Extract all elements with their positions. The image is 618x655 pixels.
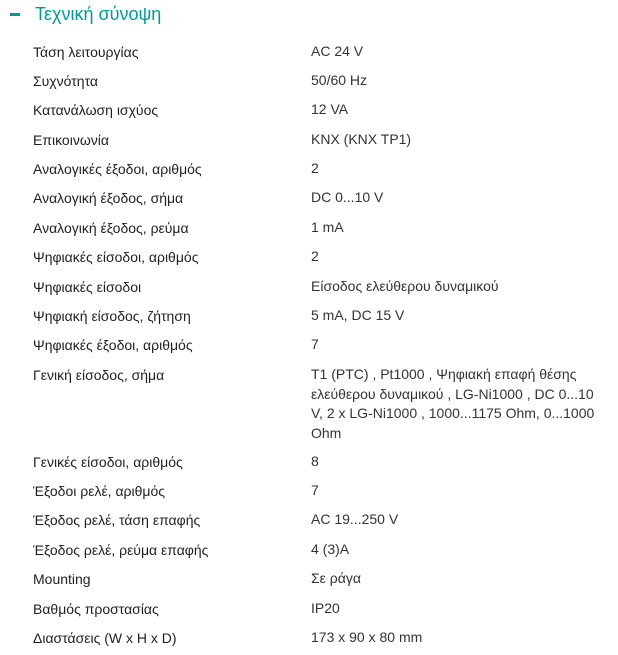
spec-label: Επικοινωνία: [33, 132, 109, 148]
spec-value: 50/60 Hz: [311, 72, 368, 88]
section-title: Τεχνική σύνοψη: [35, 4, 162, 24]
spec-value: 7: [311, 482, 319, 498]
spec-label: Συχνότητα: [33, 73, 98, 89]
spec-label: Κατανάλωση ισχύος: [33, 102, 159, 118]
spec-label: Αναλογική έξοδος, ρεύμα: [33, 220, 189, 236]
spec-value: Είσοδος ελεύθερου δυναμικού: [311, 278, 499, 294]
collapse-minus-icon[interactable]: [10, 13, 20, 16]
spec-value: AC 19...250 V: [311, 511, 399, 527]
spec-value: 8: [311, 453, 319, 469]
spec-value: 4 (3)A: [311, 541, 350, 557]
spec-value: Σε ράγα: [311, 570, 361, 586]
spec-value: 1 mA: [311, 219, 344, 235]
section-header[interactable]: [0, 0, 618, 32]
spec-label: Έξοδοι ρελέ, αριθμός: [33, 483, 166, 499]
spec-label: Γενική είσοδος, σήμα: [33, 367, 165, 383]
spec-label: Αναλογικές έξοδοι, αριθμός: [33, 161, 202, 177]
spec-value: 2: [311, 160, 319, 176]
spec-value: 7: [311, 336, 319, 352]
spec-value: IP20: [311, 600, 340, 616]
spec-value: KNX (KNX TP1): [311, 131, 412, 147]
spec-value: 2: [311, 248, 319, 264]
spec-label: Ψηφιακή είσοδος, ζήτηση: [33, 308, 191, 324]
spec-label: Έξοδος ρελέ, τάση επαφής: [33, 512, 201, 528]
spec-label: Γενικές είσοδοι, αριθμός: [33, 454, 183, 470]
spec-label: Ψηφιακές είσοδοι, αριθμός: [33, 249, 199, 265]
spec-label: Ψηφιακές είσοδοι: [33, 279, 142, 295]
spec-value: AC 24 V: [311, 43, 364, 59]
spec-label: Διαστάσεις (W x H x D): [33, 630, 177, 646]
spec-value: 173 x 90 x 80 mm: [311, 629, 423, 645]
spec-value: 12 VA: [311, 101, 349, 117]
spec-label: Mounting: [33, 571, 91, 587]
spec-value: T1 (PTC) , Pt1000 , Ψηφιακή επαφή θέσης ελεύθερου δυναμικού , LG-Ni1000 , DC 0...10 V, 2 x LG-Ni1000 , 1000...1175 Ohm, 0...1000 Ohm: [311, 366, 595, 441]
spec-value: DC 0...10 V: [311, 189, 384, 205]
spec-label: Έξοδος ρελέ, ρεύμα επαφής: [33, 542, 209, 558]
spec-value: 5 mA, DC 15 V: [311, 307, 405, 323]
spec-label: Τάση λειτουργίας: [33, 44, 139, 60]
spec-label: Αναλογική έξοδος, σήμα: [33, 190, 184, 206]
spec-label: Ψηφιακές έξοδοι, αριθμός: [33, 337, 193, 353]
spec-label: Βαθμός προστασίας: [33, 601, 159, 617]
